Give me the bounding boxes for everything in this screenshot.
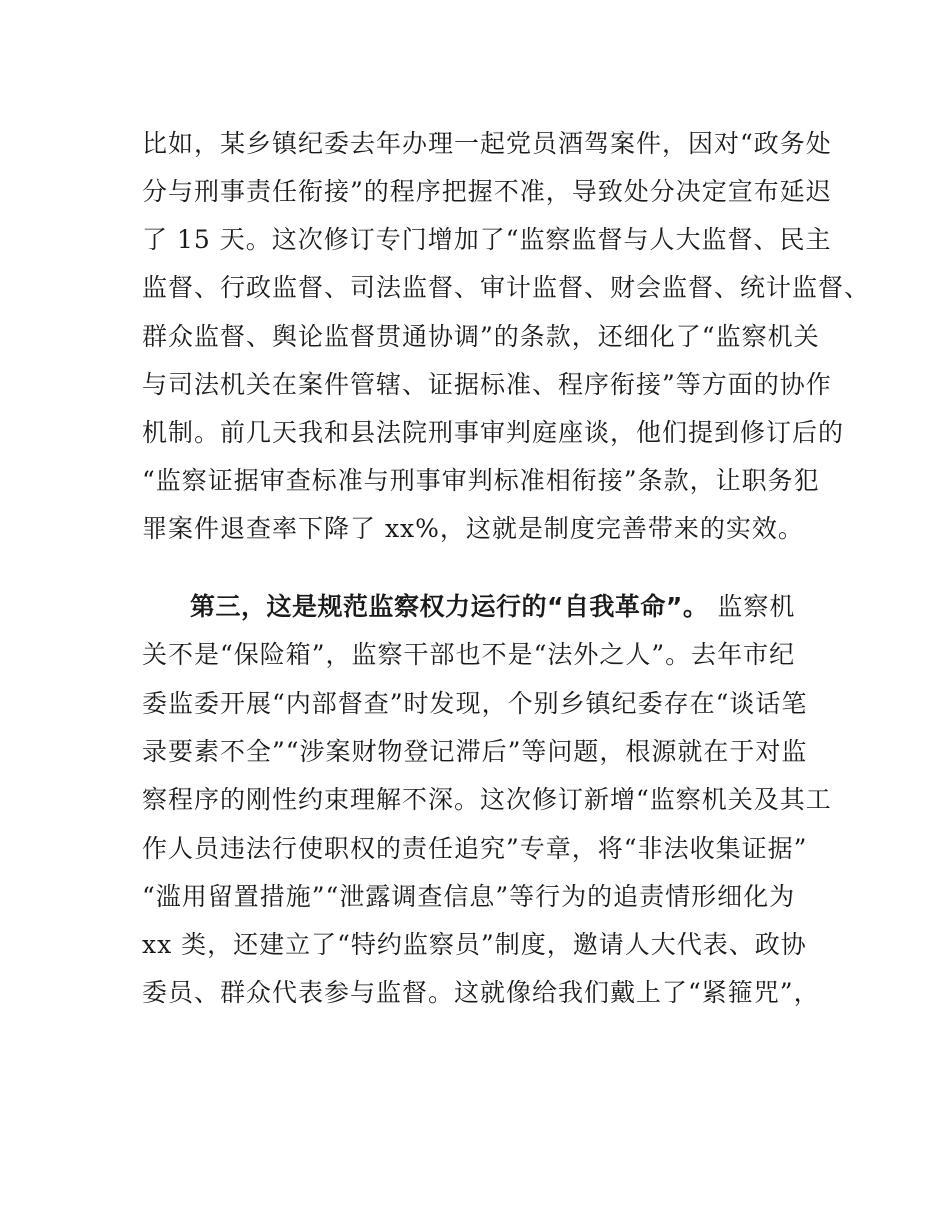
paragraph-2-line-5: 察程序的刚性约束理解不深。这次修订新增“监察机关及其工	[142, 785, 832, 814]
paragraph-2-line-6: 作人员违法行使职权的责任追究”专章，将“非法收集证据”	[142, 834, 808, 863]
paragraph-2-line-9: 委员、群众代表参与监督。这就像给我们戴上了“紧箍咒”，	[142, 978, 820, 1007]
paragraph-2-line-8: xx 类，还建立了“特约监察员”制度，邀请人大代表、政协	[142, 930, 807, 959]
paragraph-2-line-7: “滥用留置措施”“泄露调查信息”等行为的追责情形细化为	[142, 882, 796, 911]
paragraph-1-line-5: 群众监督、舆论监督贯通协调”的条款，还细化了“监察机关	[142, 322, 820, 351]
paragraph-1-line-1: 比如，某乡镇纪委去年办理一起党员酒驾案件，因对“政务处	[142, 129, 832, 158]
paragraph-1-line-4: 监督、行政监督、司法监督、审计监督、财会监督、统计监督、	[142, 273, 871, 302]
paragraph-1-line-8: “监察证据审查标准与刑事审判标准相衔接”条款，让职务犯	[142, 466, 820, 495]
paragraph-1-line-3: 了 15 天。这次修订专门增加了“监察监督与人大监督、民主	[142, 225, 832, 254]
paragraph-1-line-6: 与司法机关在案件管辖、证据标准、程序衔接”等方面的协作	[142, 370, 832, 399]
paragraph-1-line-2: 分与刑事责任衔接”的程序把握不准，导致处分决定宣布延迟	[142, 177, 832, 206]
section-heading: 第三，这是规范监察权力运行的“自我革命”。	[190, 592, 709, 621]
paragraph-1-line-7: 机制。前几天我和县法院刑事审判庭座谈，他们提到修订后的	[142, 418, 845, 447]
paragraph-2-line-4: 录要素不全”“涉案财物登记滞后”等问题，根源就在于对监	[142, 737, 808, 766]
paragraph-1-line-9: 罪案件退查率下降了 xx%，这就是制度完善带来的实效。	[142, 514, 804, 543]
paragraph-2-line-3: 委监委开展“内部督查”时发现，个别乡镇纪委存在“谈话笔	[142, 689, 808, 718]
paragraph-2-line-1	[190, 585, 795, 629]
paragraph-2-line-2: 关不是“保险箱”，监察干部也不是“法外之人”。去年市纪	[142, 640, 796, 669]
paragraph-2-line-1-rest: 监察机	[708, 592, 796, 621]
